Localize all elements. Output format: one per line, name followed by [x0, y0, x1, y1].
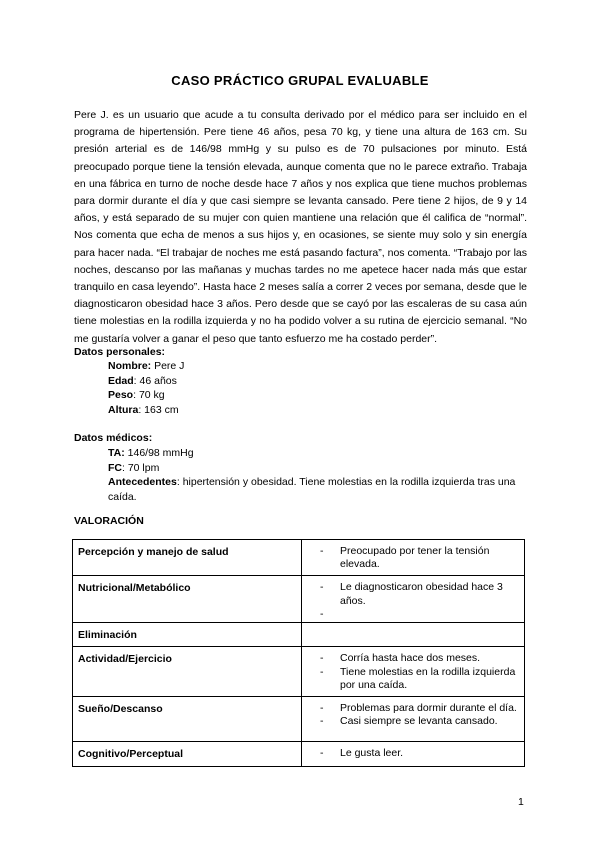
observation-text: Tiene molestias en la rodilla izquierda por una caída. — [340, 665, 516, 691]
field-label: TA: — [108, 447, 125, 459]
list-item — [318, 666, 518, 692]
field-peso — [108, 388, 165, 403]
table-row — [73, 623, 525, 647]
pattern-observations — [302, 540, 525, 576]
document-title: CASO PRÁCTICO GRUPAL EVALUABLE — [171, 73, 429, 88]
observation-list — [318, 545, 518, 571]
field-antecedentes — [108, 475, 528, 504]
field-value: : 46 años — [133, 375, 177, 387]
field-value: : 70 kg — [133, 389, 165, 401]
observation-text: Corría hasta hace dos meses. — [340, 652, 481, 665]
table-row — [73, 742, 525, 767]
case-description: Pere J. es un usuario que acude a tu consulta derivado por el médico para ser incluido en el programa de hipertensión. Pere tiene 46 años, pesa 70 kg, y tiene una altura de 163 cm. Su presión arterial es de 146/98 mmHg y su pulso es de 70 pulsaciones por minuto. Está preocupado porque tiene la tensión elevada, aunque comenta que no le parece extraño. Trabaja en una fábrica en turno de noche desde hace 7 años y nos explica que tiene muchos problemas para dormir durante el día y que casi siempre se levanta cansado. Pere tiene 2 hijos, de 9 y 14 años, y está separado de su mujer con quien mantiene una relación que él califica de “normal”. Nos comenta que echa de menos a sus hijos y, en ocasiones, se siente muy solo y sin energía para hacer nada. “El trabajar de noches me está pasando factura”, nos comenta. “Trabajo por las noches, descanso por las mañanas y muchas tardes no me apetece hacer nada más que estar tranquilo en casa leyendo”. Hasta hace 2 meses salía a correr 2 veces por semana, desde que le diagnosticaron obesidad hace 3 años. Pero desde que se cayó por las escaleras de su casa aún tiene molestias en la rodilla izquierda y no ha podido volver a su rutina de ejercicio semanal. “No me gustaría volver a ganar el peso que tanto esfuerzo me ha costado perder”. — [74, 109, 527, 345]
list-item — [318, 715, 518, 728]
field-label: Nombre: — [108, 360, 152, 372]
observation-text: Casi siempre se levanta cansado. — [340, 715, 498, 728]
bullet-dash: - — [320, 715, 324, 728]
bullet-dash: - — [320, 702, 324, 715]
field-ta — [108, 446, 194, 461]
observation-list — [318, 581, 518, 620]
pattern-category: Eliminación — [73, 623, 302, 647]
table-row — [73, 576, 525, 623]
valoracion-table — [72, 539, 525, 767]
bullet-dash: - — [320, 607, 324, 620]
field-value: Pere J — [151, 360, 185, 372]
field-label: FC — [108, 462, 122, 474]
pattern-category: Percepción y manejo de salud — [73, 540, 302, 576]
field-edad — [108, 374, 177, 389]
list-item — [318, 747, 518, 760]
pattern-observations — [302, 647, 525, 697]
field-value: : 70 lpm — [122, 462, 160, 474]
table-row — [73, 540, 525, 576]
field-value: 146/98 mmHg — [124, 447, 194, 459]
personal-data-heading: Datos personales: — [74, 346, 166, 358]
observation-list — [318, 702, 518, 728]
pattern-observations — [302, 697, 525, 742]
field-label: Altura — [108, 404, 139, 416]
medical-data-heading: Datos médicos: — [74, 432, 153, 444]
observation-list — [318, 747, 518, 760]
pattern-category: Actividad/Ejercicio — [73, 647, 302, 697]
list-item — [318, 652, 518, 665]
list-item — [318, 581, 518, 607]
field-label: Peso — [108, 389, 134, 401]
field-value: : hipertensión y obesidad. Tiene molestias en la rodilla izquierda tras una caída. — [108, 476, 516, 503]
page-number: 1 — [518, 796, 524, 808]
observation-list — [318, 652, 518, 692]
table-row — [73, 647, 525, 697]
observation-text: Le diagnosticaron obesidad hace 3 años. — [340, 581, 503, 607]
field-altura — [108, 403, 179, 418]
pattern-category: Cognitivo/Perceptual — [73, 742, 302, 767]
pattern-observations — [302, 576, 525, 623]
field-fc — [108, 461, 159, 476]
observation-text: Preocupado por tener la tensión elevada. — [340, 545, 490, 571]
list-item — [318, 702, 518, 715]
bullet-dash: - — [320, 652, 324, 665]
pattern-category: Sueño/Descanso — [73, 697, 302, 742]
bullet-dash: - — [320, 545, 324, 557]
field-label: Antecedentes — [108, 476, 177, 488]
pattern-observations — [302, 623, 525, 647]
field-value: : 163 cm — [138, 404, 179, 416]
bullet-dash: - — [320, 581, 324, 594]
list-item — [318, 545, 518, 571]
bullet-dash: - — [320, 665, 324, 678]
pattern-category: Nutricional/Metabólico — [73, 576, 302, 623]
observation-text: Problemas para dormir durante el día. — [340, 702, 517, 715]
observation-text: Le gusta leer. — [340, 747, 404, 760]
pattern-observations — [302, 742, 525, 767]
field-nombre — [108, 359, 184, 374]
field-label: Edad — [108, 375, 134, 387]
valoracion-heading: VALORACIÓN — [74, 515, 144, 527]
bullet-dash: - — [320, 747, 324, 760]
table-row — [73, 697, 525, 742]
